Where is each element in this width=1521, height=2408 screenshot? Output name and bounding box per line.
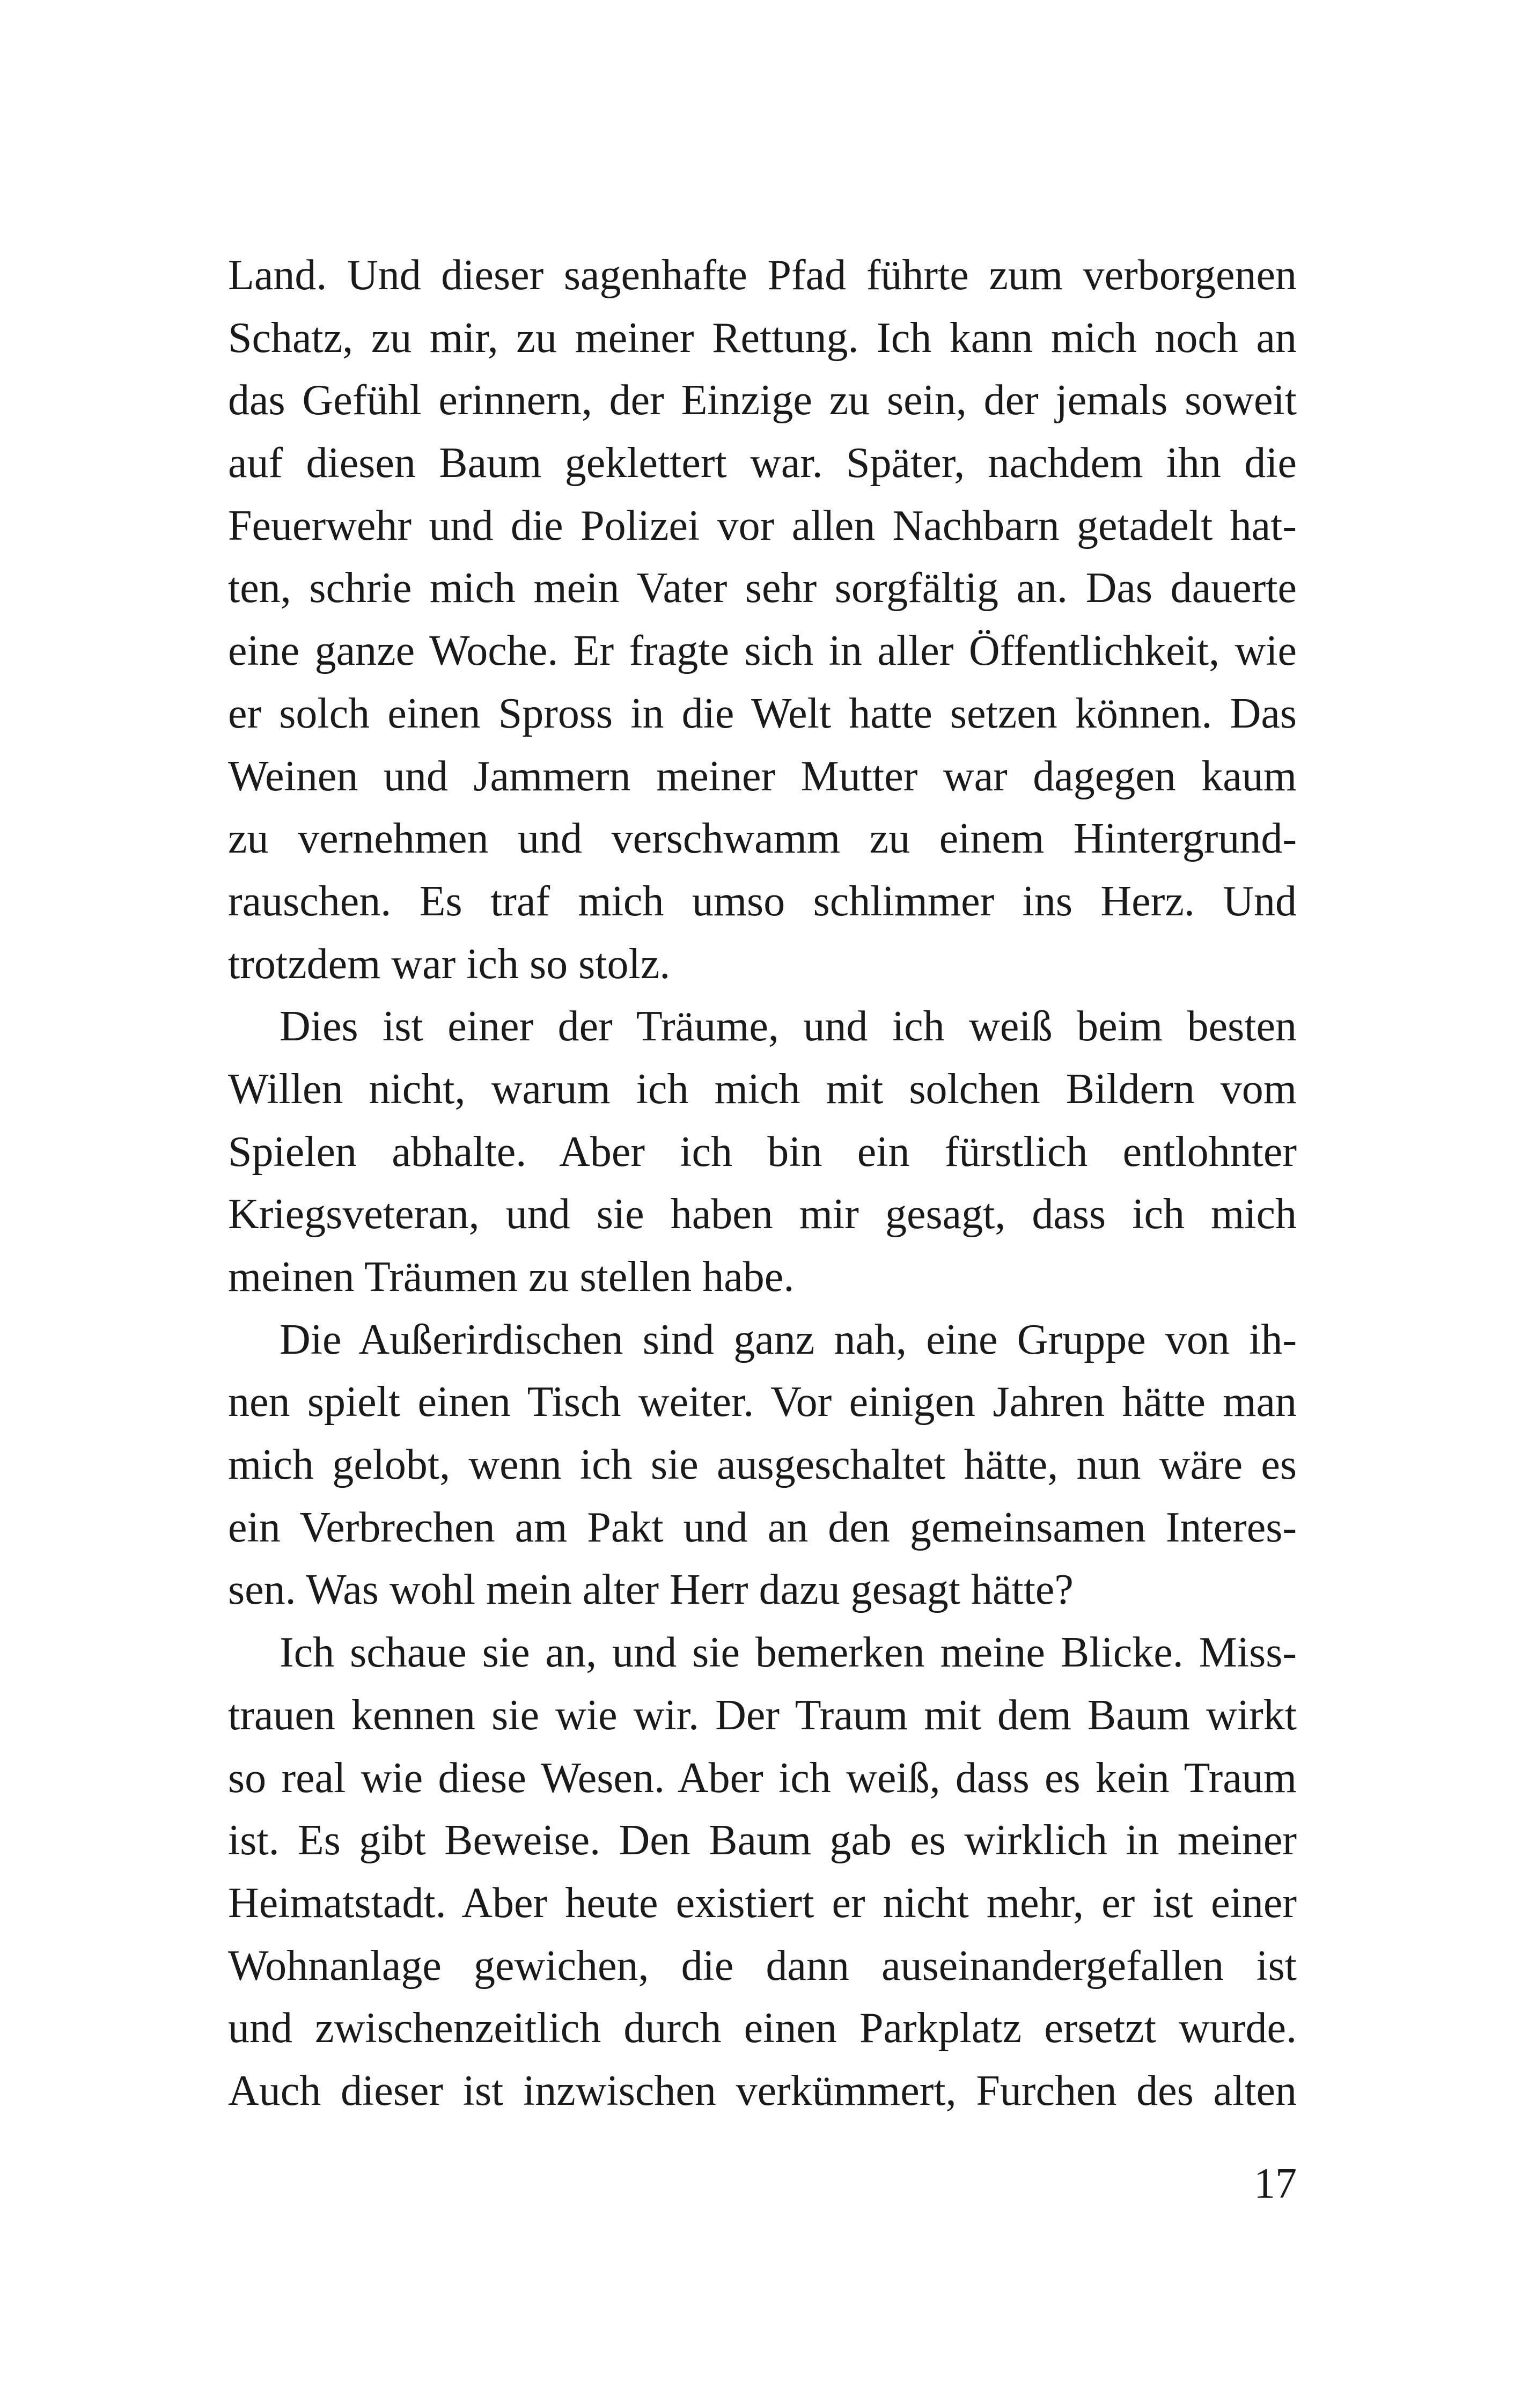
text-line: Dies ist einer der Träume, und ich weiß beim besten <box>280 1003 1297 1051</box>
text-line: er solch einen Spross in die Welt hatte setzen können. Das <box>228 689 1297 737</box>
text-line: ten, schrie mich mein Vater sehr sorgfältig an. Das dauerte <box>228 564 1297 612</box>
text-line: nen spielt einen Tisch weiter. Vor einigen Jahren hätte man <box>228 1378 1297 1426</box>
text-line: Die Außerirdischen sind ganz nah, eine Gruppe von ih- <box>280 1316 1297 1363</box>
text-line: so real wie diese Wesen. Aber ich weiß, dass es kein Traum <box>228 1754 1297 1802</box>
text-line: Feuerwehr und die Polizei vor allen Nachbarn getadelt hat- <box>228 502 1297 549</box>
text-line: trauen kennen sie wie wir. Der Traum mit dem Baum wirkt <box>228 1691 1297 1739</box>
text-line: Schatz, zu mir, zu meiner Rettung. Ich kann mich noch an <box>228 314 1297 362</box>
text-line: auf diesen Baum geklettert war. Später, nachdem ihn die <box>228 439 1297 487</box>
text-line: Willen nicht, warum ich mich mit solchen Bildern vom <box>228 1065 1297 1113</box>
text-line: meinen Träumen zu stellen habe. <box>228 1253 795 1301</box>
text-line: und zwischenzeitlich durch einen Parkplatz ersetzt wurde. <box>228 2005 1297 2052</box>
text-line: Ich schaue sie an, und sie bemerken meine Blicke. Miss- <box>280 1629 1297 1677</box>
text-line: sen. Was wohl mein alter Herr dazu gesagt hätte? <box>228 1566 1074 1614</box>
text-line: trotzdem war ich so stolz. <box>228 940 671 988</box>
text-line: mich gelobt, wenn ich sie ausgeschaltet hätte, nun wäre es <box>228 1441 1297 1489</box>
text-line: Wohnanlage gewichen, die dann auseinandergefallen ist <box>228 1942 1297 1989</box>
text-line: eine ganze Woche. Er fragte sich in aller Öffentlichkeit, wie <box>228 627 1297 675</box>
text-line: zu vernehmen und verschwamm zu einem Hintergrund- <box>228 815 1297 863</box>
page-number: 17 <box>1254 2160 1297 2207</box>
text-line: ist. Es gibt Beweise. Den Baum gab es wirklich in meiner <box>228 1817 1297 1864</box>
text-line: Spielen abhalte. Aber ich bin ein fürstlich entlohnter <box>228 1128 1297 1176</box>
text-line: Land. Und dieser sagenhafte Pfad führte zum verborgenen <box>228 252 1297 299</box>
text-line: Weinen und Jammern meiner Mutter war dagegen kaum <box>228 752 1297 800</box>
text-line: das Gefühl erinnern, der Einzige zu sein, der jemals soweit <box>228 377 1297 424</box>
text-line: Kriegsveteran, und sie haben mir gesagt, dass ich mich <box>228 1191 1297 1238</box>
body-text <box>228 244 1297 2123</box>
text-line: rauschen. Es traf mich umso schlimmer ins Herz. Und <box>228 877 1297 925</box>
text-line: Heimatstadt. Aber heute existiert er nicht mehr, er ist einer <box>228 1879 1297 1927</box>
text-line: Auch dieser ist inzwischen verkümmert, Furchen des alten <box>228 2067 1297 2115</box>
text-line: ein Verbrechen am Pakt und an den gemeinsamen Interes- <box>228 1503 1297 1551</box>
